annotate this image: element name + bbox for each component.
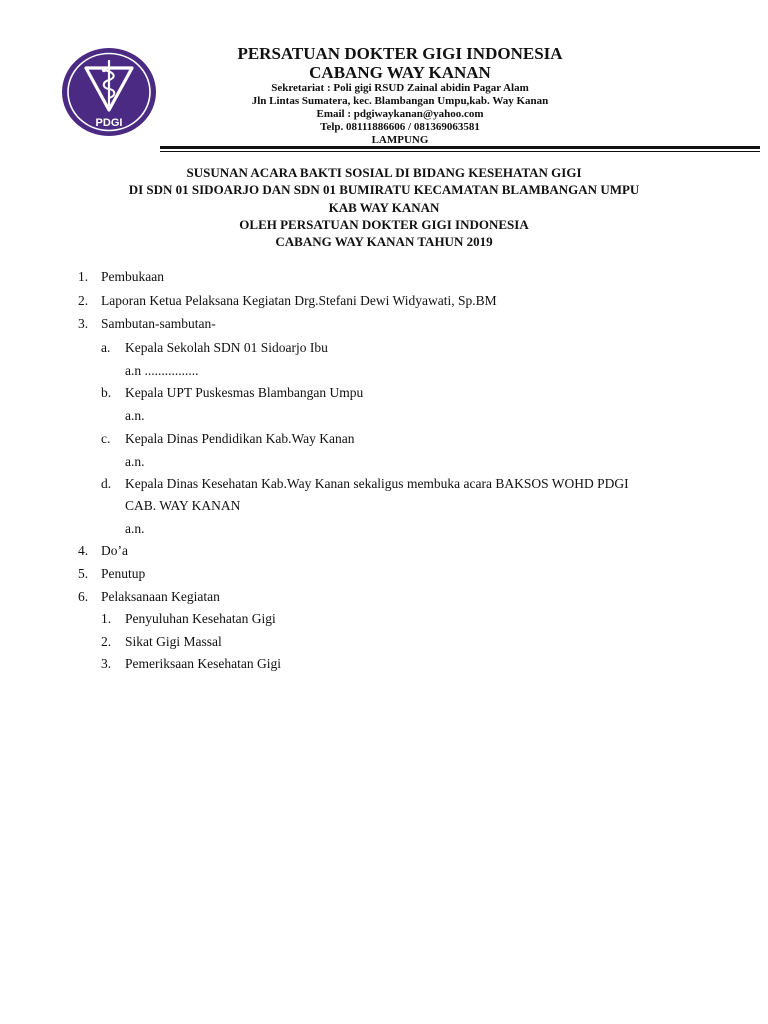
- sub-item-text: Kepala Dinas Pendidikan Kab.Way Kanan: [125, 431, 355, 446]
- an-placeholder: a.n.: [125, 454, 145, 469]
- sub-item-text-continued: CAB. WAY KANAN: [125, 498, 241, 513]
- org-name: PERSATUAN DOKTER GIGI INDONESIA: [237, 44, 563, 63]
- an-placeholder: a.n.: [125, 408, 145, 423]
- item-number: 5.: [78, 566, 89, 581]
- header-divider-thick: [160, 146, 760, 149]
- logo-text: PDGI: [95, 117, 123, 129]
- sub-item-number: 1.: [101, 611, 112, 626]
- document-title: [60, 164, 708, 250]
- sub-item-number: 2.: [101, 634, 112, 649]
- sub-item-letter: a.: [101, 340, 111, 355]
- province-line: LAMPUNG: [371, 134, 429, 146]
- sub-item-text: Penyuluhan Kesehatan Gigi: [125, 611, 276, 626]
- title-line-5: CABANG WAY KANAN TAHUN 2019: [275, 234, 493, 250]
- sub-item-text: Kepala Sekolah SDN 01 Sidoarjo Ibu: [125, 340, 328, 355]
- item-text: Sambutan-sambutan-: [101, 316, 216, 331]
- item-text: Do’a: [101, 543, 128, 558]
- sub-item-letter: d.: [101, 476, 112, 491]
- item-number: 3.: [78, 316, 89, 331]
- item-number: 2.: [78, 293, 89, 308]
- item-number: 1.: [78, 269, 89, 284]
- title-line-4: OLEH PERSATUAN DOKTER GIGI INDONESIA: [239, 216, 529, 232]
- item-number: 4.: [78, 543, 89, 558]
- an-placeholder: a.n.: [125, 521, 145, 536]
- item-text: Laporan Ketua Pelaksana Kegiatan Drg.Stefani Dewi Widyawati, Sp.BM: [101, 293, 497, 308]
- item-text: Pelaksanaan Kegiatan: [101, 589, 220, 604]
- sub-item-text: Pemeriksaan Kesehatan Gigi: [125, 656, 281, 671]
- phone-line: Telp. 08111886606 / 081369063581: [320, 121, 480, 133]
- sub-item-number: 3.: [101, 656, 112, 671]
- sub-item-text: Kepala Dinas Kesehatan Kab.Way Kanan sekaligus membuka acara BAKSOS WOHD PDGI: [125, 476, 629, 491]
- title-line-2: DI SDN 01 SIDOARJO DAN SDN 01 BUMIRATU KECAMATAN BLAMBANGAN UMPU: [128, 182, 640, 198]
- sub-item-letter: c.: [101, 431, 111, 446]
- item-text: Penutup: [101, 566, 146, 581]
- secretariat-line: Sekretariat : Poli gigi RSUD Zainal abidin Pagar Alam: [271, 82, 529, 94]
- email-line: Email : pdgiwaykanan@yahoo.com: [316, 108, 484, 120]
- title-line-1: SUSUNAN ACARA BAKTI SOSIAL DI BIDANG KESEHATAN GIGI: [186, 165, 582, 180]
- item-number: 6.: [78, 589, 89, 604]
- item-text: Pembukaan: [101, 269, 164, 284]
- address-line: Jln Lintas Sumatera, kec. Blambangan Umpu,kab. Way Kanan: [251, 95, 549, 107]
- header-divider-thin: [160, 151, 760, 152]
- sub-item-text: Sikat Gigi Massal: [125, 634, 222, 649]
- org-branch: CABANG WAY KANAN: [309, 63, 491, 82]
- sub-item-letter: b.: [101, 385, 112, 400]
- letterhead: [200, 44, 600, 147]
- an-placeholder: a.n ................: [125, 363, 199, 378]
- sub-item-text: Kepala UPT Puskesmas Blambangan Umpu: [125, 385, 364, 400]
- title-line-3: KAB WAY KANAN: [328, 199, 440, 215]
- pdgi-logo: [60, 46, 158, 138]
